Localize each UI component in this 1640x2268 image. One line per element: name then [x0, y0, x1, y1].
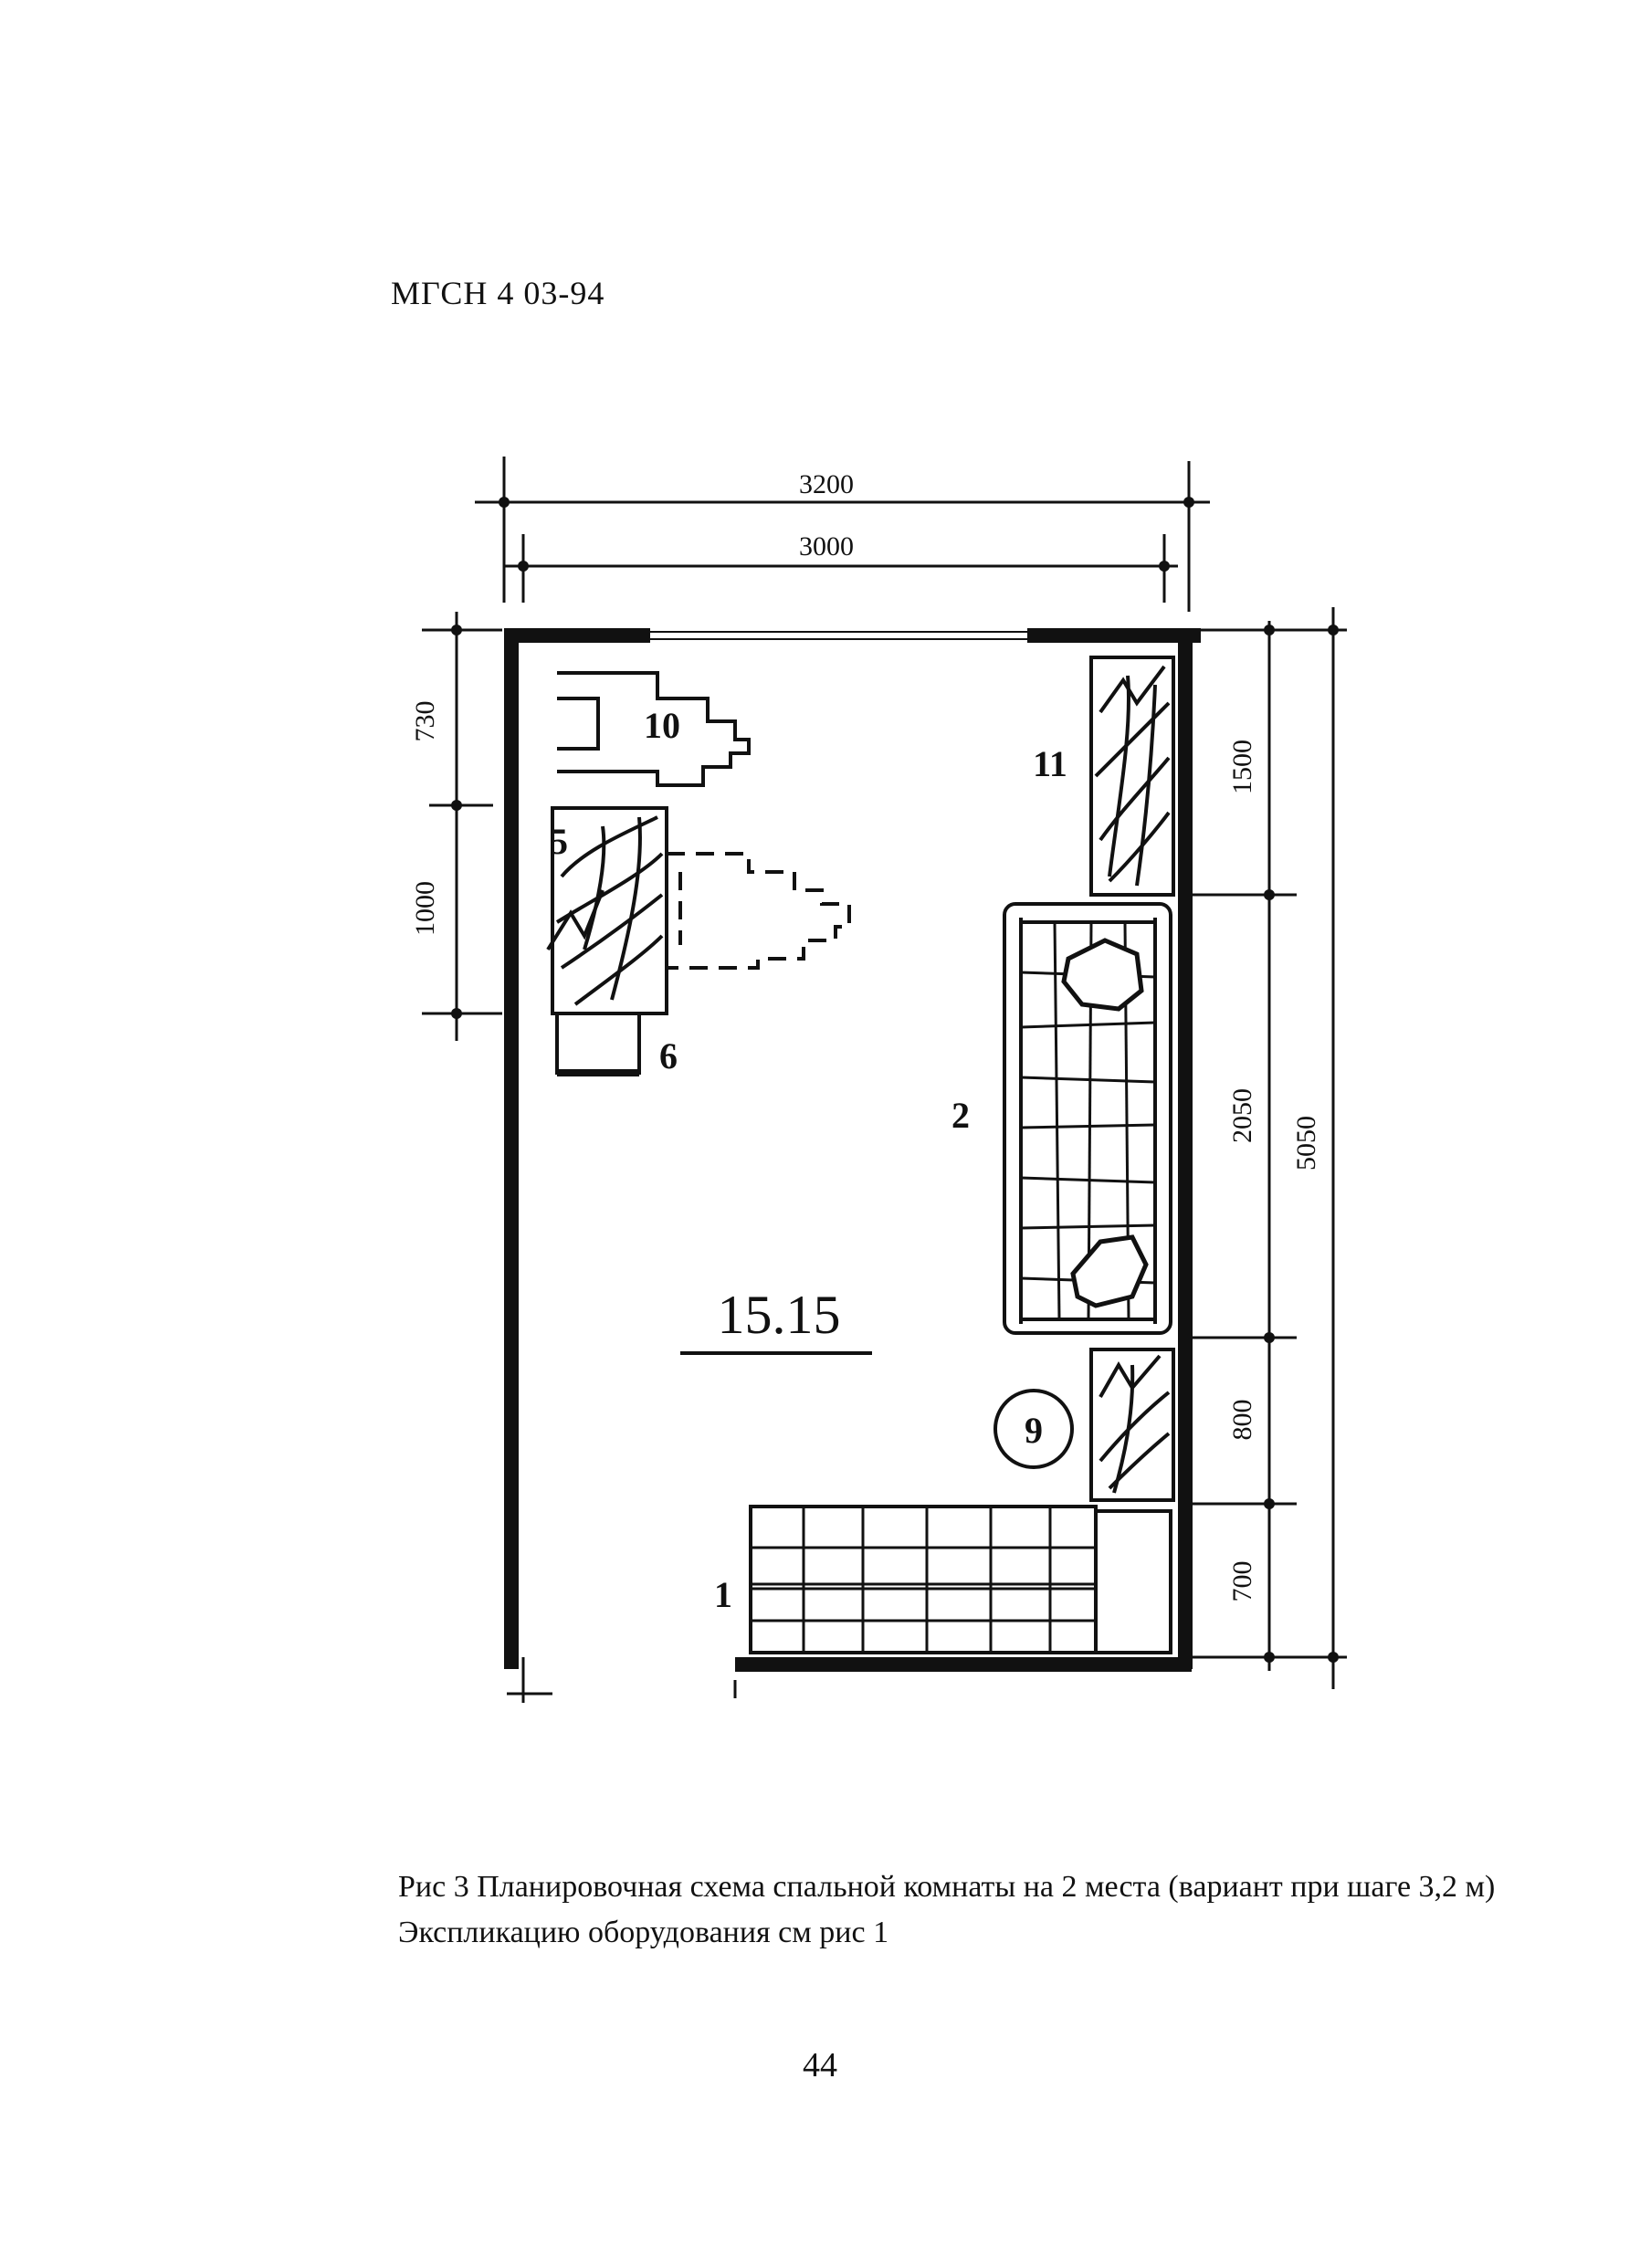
dim-800: 800 [1227, 1399, 1257, 1441]
nightstand-6 [557, 1013, 639, 1073]
dim-3000: 3000 [799, 531, 854, 562]
document-code: МГСН 4 03-94 [391, 275, 605, 311]
figure-caption: Рис 3 Планировочная схема спальной комнаты на 2 места (вариант при шаге 3,2 м) Экспликацию оборудования см рис 1 [398, 1870, 1496, 1949]
label-item-5: 5 [550, 821, 568, 862]
bed-1 [751, 1507, 1171, 1653]
chair-dashed [667, 854, 849, 968]
dim-730: 730 [410, 700, 440, 742]
wardrobe-bottom-right [1091, 1349, 1173, 1500]
page-number: 44 [803, 2046, 837, 2084]
label-item-10: 10 [644, 705, 680, 746]
bed-2 [1004, 904, 1171, 1333]
label-item-2: 2 [951, 1095, 970, 1136]
label-item-11: 11 [1033, 743, 1067, 784]
dim-700: 700 [1227, 1560, 1257, 1602]
room-area: 15.15 [717, 1285, 841, 1345]
dim-1500: 1500 [1227, 740, 1257, 794]
label-item-1: 1 [714, 1574, 732, 1615]
dim-1000: 1000 [410, 881, 440, 936]
dim-2050: 2050 [1227, 1088, 1257, 1143]
dim-5050: 5050 [1291, 1116, 1321, 1171]
dim-3200: 3200 [799, 469, 854, 499]
label-item-6: 6 [659, 1035, 678, 1076]
window [650, 632, 1027, 639]
label-item-9: 9 [1025, 1410, 1043, 1451]
wardrobe-11 [1091, 657, 1173, 895]
